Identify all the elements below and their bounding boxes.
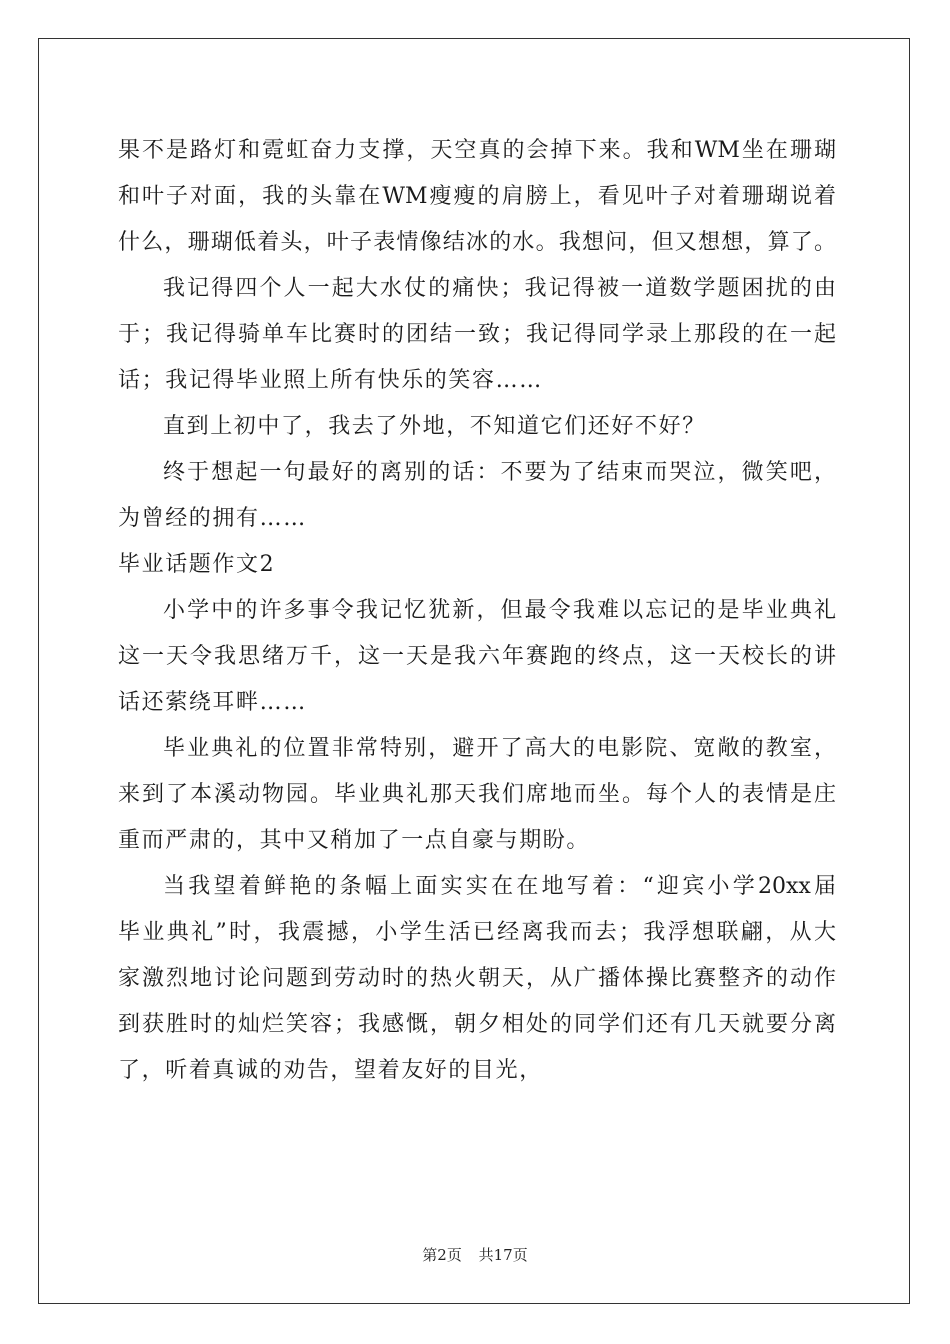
- document-body: [118, 128, 836, 1094]
- text-line: 终于想起一句最好的离别的话：不要为了结束而哭泣，微笑吧，: [163, 460, 836, 485]
- text-line: 毕业典礼”时，我震撼，小学生活已经离我而去；我浮想联翩，从大: [118, 920, 836, 945]
- text-line: 当我望着鲜艳的条幅上面实实在在地写着：“迎宾小学20xx届: [163, 874, 836, 899]
- text-line: 重而严肃的，其中又稍加了一点自豪与期盼。: [118, 828, 591, 853]
- text-line: 我记得四个人一起大水仗的痛快；我记得被一道数学题困扰的由: [163, 276, 836, 301]
- text-line: 了，听着真诚的劝告，望着友好的目光，: [118, 1058, 543, 1083]
- page-footer: [0, 1244, 950, 1265]
- page-total: 共17页: [478, 1246, 528, 1264]
- text-line: 直到上初中了，我去了外地，不知道它们还好不好？: [163, 414, 706, 439]
- text-line: 这一天令我思绪万千，这一天是我六年赛跑的终点，这一天校长的讲: [118, 644, 836, 669]
- section-heading: 毕业话题作文2: [118, 552, 276, 577]
- text-line: 果不是路灯和霓虹奋力支撑，天空真的会掉下来。我和WM坐在珊瑚: [118, 138, 836, 163]
- text-line: 家激烈地讨论问题到劳动时的热火朝天，从广播体操比赛整齐的动作: [118, 966, 836, 991]
- text-line: 和叶子对面，我的头靠在WM瘦瘦的肩膀上，看见叶子对着珊瑚说着: [118, 184, 836, 209]
- text-line: 于；我记得骑单车比赛时的团结一致；我记得同学录上那段的在一起: [118, 322, 836, 347]
- text-line: 为曾经的拥有……: [118, 506, 307, 531]
- text-line: 毕业典礼的位置非常特别，避开了高大的电影院、宽敞的教室，: [163, 736, 836, 761]
- text-line: 小学中的许多事令我记忆犹新，但最令我难以忘记的是毕业典礼: [163, 598, 836, 623]
- text-line: 话；我记得毕业照上所有快乐的笑容……: [118, 368, 543, 393]
- text-line: 话还萦绕耳畔……: [118, 690, 307, 715]
- text-line: 什么，珊瑚低着头，叶子表情像结冰的水。我想问，但又想想，算了。: [118, 230, 836, 255]
- text-line: 来到了本溪动物园。毕业典礼那天我们席地而坐。每个人的表情是庄: [118, 782, 836, 807]
- page-number: 第2页: [422, 1246, 462, 1264]
- text-line: 到获胜时的灿烂笑容；我感慨，朝夕相处的同学们还有几天就要分离: [118, 1012, 836, 1037]
